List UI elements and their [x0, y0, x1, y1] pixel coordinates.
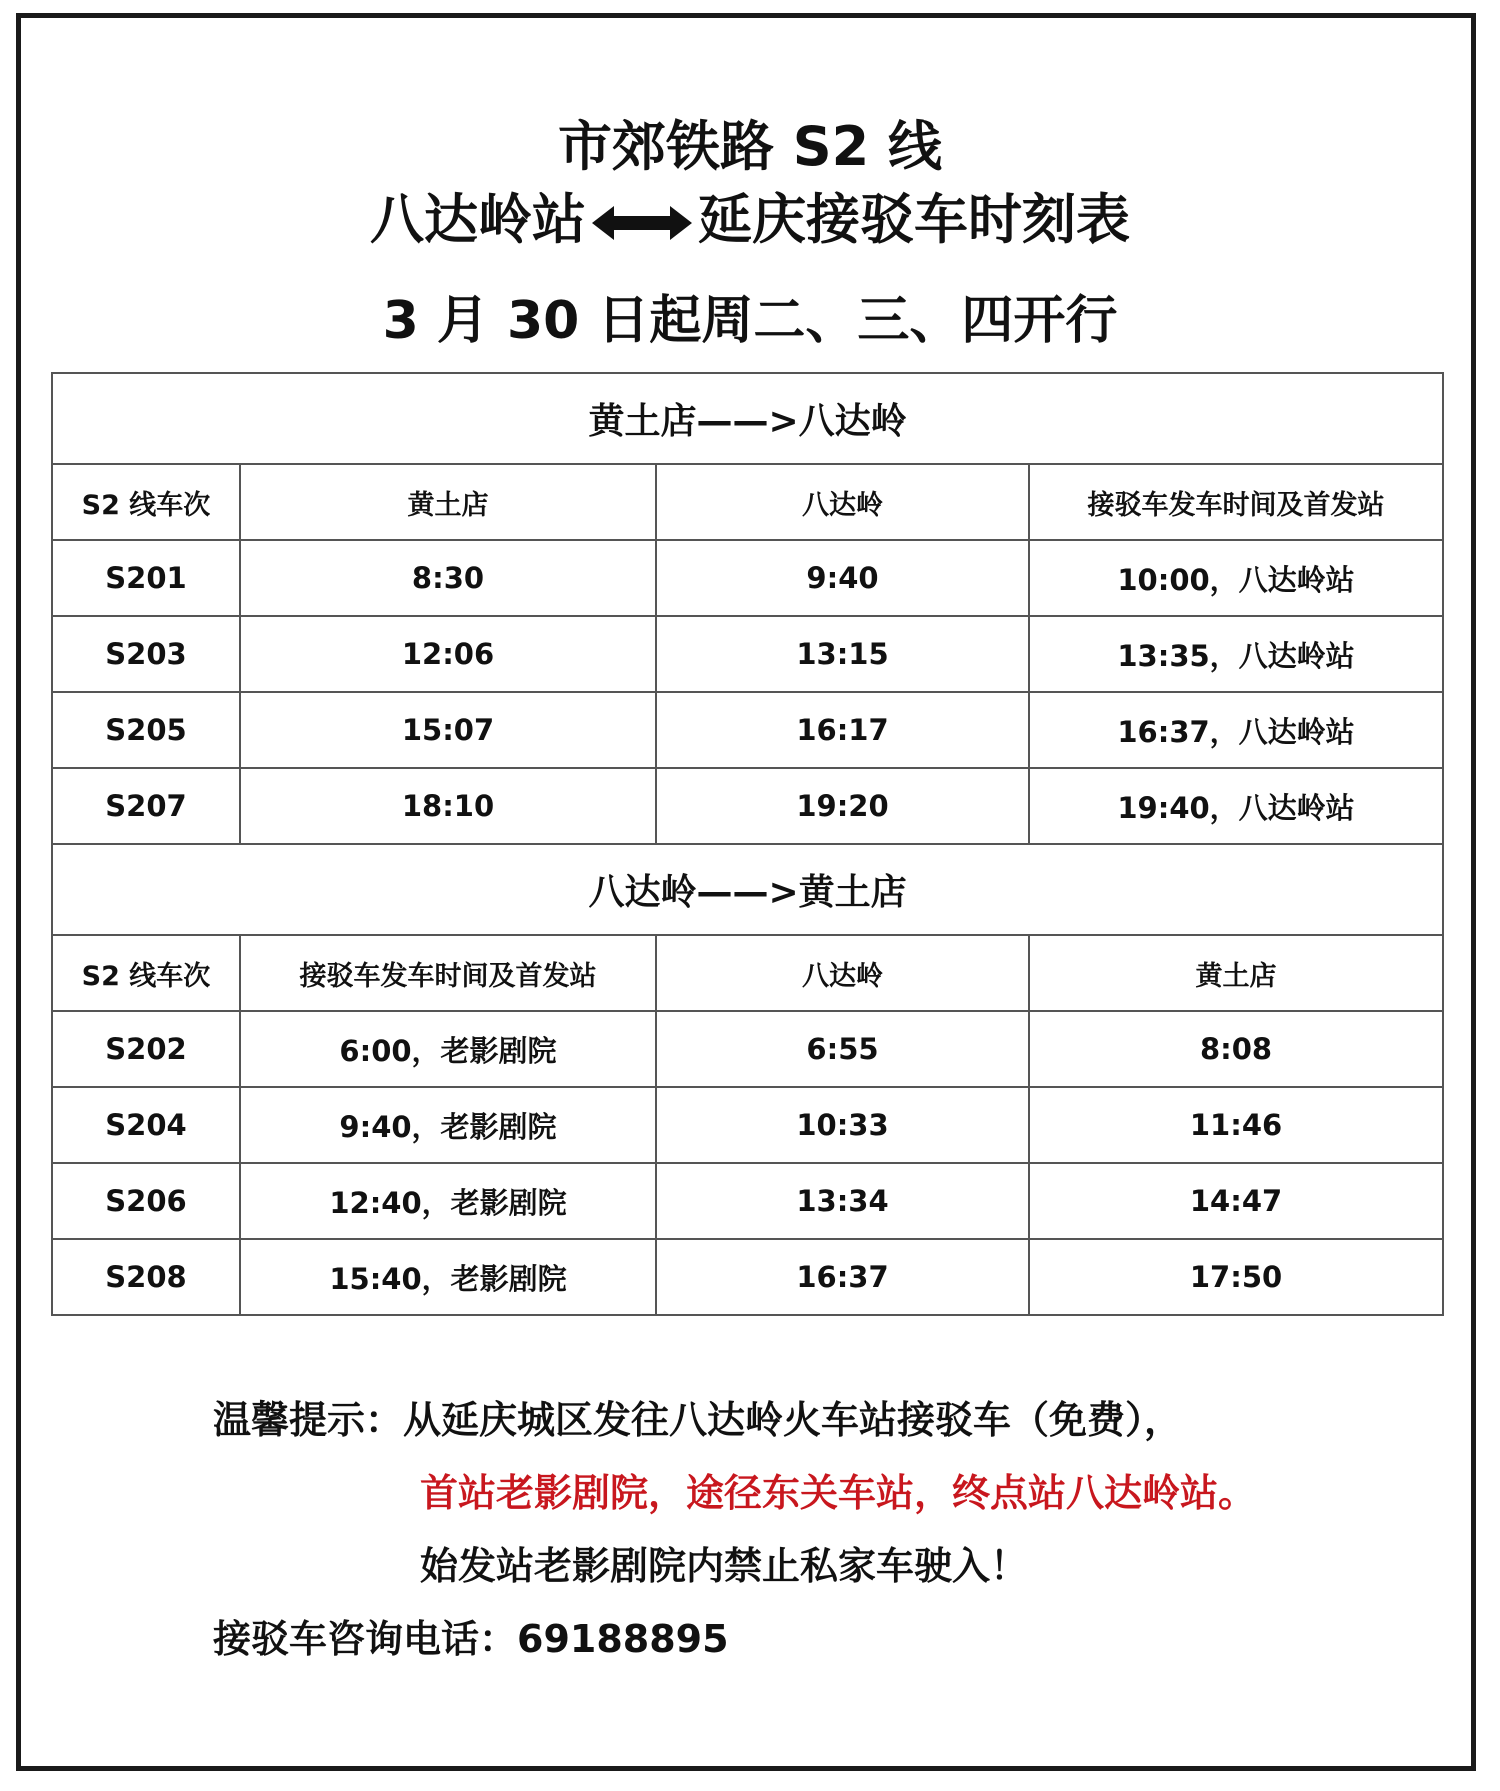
table-row: [52, 540, 1443, 616]
shuttle-cell: 9:40，老影剧院: [240, 1087, 656, 1163]
table-row: [52, 1163, 1443, 1239]
column-header: 黄土店: [240, 464, 656, 540]
route-origin: 八达岭站: [370, 188, 586, 251]
train-number: S205: [52, 692, 240, 768]
table-row: [52, 1011, 1443, 1087]
shuttle-cell: 19:40，八达岭站: [1029, 768, 1443, 844]
train-number: S204: [52, 1087, 240, 1163]
section-header-outbound: 黄土店——>八达岭: [52, 373, 1443, 464]
time-cell: 13:15: [656, 616, 1029, 692]
table-row: [52, 616, 1443, 692]
time-cell: 15:07: [240, 692, 656, 768]
section-header-return: 八达岭——>黄土店: [52, 844, 1443, 935]
shuttle-cell: 16:37，八达岭站: [1029, 692, 1443, 768]
schedule-date: 3 月 30 日起周二、三、四开行: [382, 291, 1118, 351]
time-cell: 13:34: [656, 1163, 1029, 1239]
train-number: S208: [52, 1239, 240, 1315]
column-header: S2 线车次: [52, 935, 240, 1011]
column-header: 八达岭: [656, 935, 1029, 1011]
shuttle-cell: 12:40，老影剧院: [240, 1163, 656, 1239]
time-cell: 6:55: [656, 1011, 1029, 1087]
double-arrow-icon: [592, 204, 692, 242]
hotline: 接驳车咨询电话：69188895: [213, 1617, 729, 1661]
time-cell: 14:47: [1029, 1163, 1443, 1239]
route-destination: 延庆接驳车时刻表: [698, 188, 1130, 251]
time-cell: 11:46: [1029, 1087, 1443, 1163]
train-number: S207: [52, 768, 240, 844]
column-header: 接驳车发车时间及首发站: [240, 935, 656, 1011]
route-stops-note: 首站老影剧院，途径东关车站，终点站八达岭站。: [420, 1471, 1257, 1515]
tip-line: 温馨提示：从延庆城区发往八达岭火车站接驳车（免费），: [213, 1398, 1183, 1442]
table-row: [52, 692, 1443, 768]
time-cell: 17:50: [1029, 1239, 1443, 1315]
train-number: S201: [52, 540, 240, 616]
shuttle-cell: 10:00，八达岭站: [1029, 540, 1443, 616]
route-title: [0, 185, 1500, 255]
time-cell: 8:08: [1029, 1011, 1443, 1087]
column-header: 黄土店: [1029, 935, 1443, 1011]
shuttle-cell: 13:35，八达岭站: [1029, 616, 1443, 692]
time-cell: 16:37: [656, 1239, 1029, 1315]
table-row: [52, 1239, 1443, 1315]
timetable: [51, 372, 1444, 1316]
column-header: 接驳车发车时间及首发站: [1029, 464, 1443, 540]
table-row: [52, 768, 1443, 844]
no-private-cars-note: 始发站老影剧院内禁止私家车驶入！: [420, 1544, 1029, 1588]
shuttle-cell: 6:00，老影剧院: [240, 1011, 656, 1087]
column-header: 八达岭: [656, 464, 1029, 540]
train-number: S202: [52, 1011, 240, 1087]
train-number: S206: [52, 1163, 240, 1239]
time-cell: 10:33: [656, 1087, 1029, 1163]
table-row: [52, 1087, 1443, 1163]
time-cell: 19:20: [656, 768, 1029, 844]
column-header: S2 线车次: [52, 464, 240, 540]
time-cell: 8:30: [240, 540, 656, 616]
shuttle-cell: 15:40，老影剧院: [240, 1239, 656, 1315]
time-cell: 18:10: [240, 768, 656, 844]
time-cell: 16:17: [656, 692, 1029, 768]
time-cell: 9:40: [656, 540, 1029, 616]
title-line: 市郊铁路 S2 线: [557, 115, 943, 178]
train-number: S203: [52, 616, 240, 692]
time-cell: 12:06: [240, 616, 656, 692]
